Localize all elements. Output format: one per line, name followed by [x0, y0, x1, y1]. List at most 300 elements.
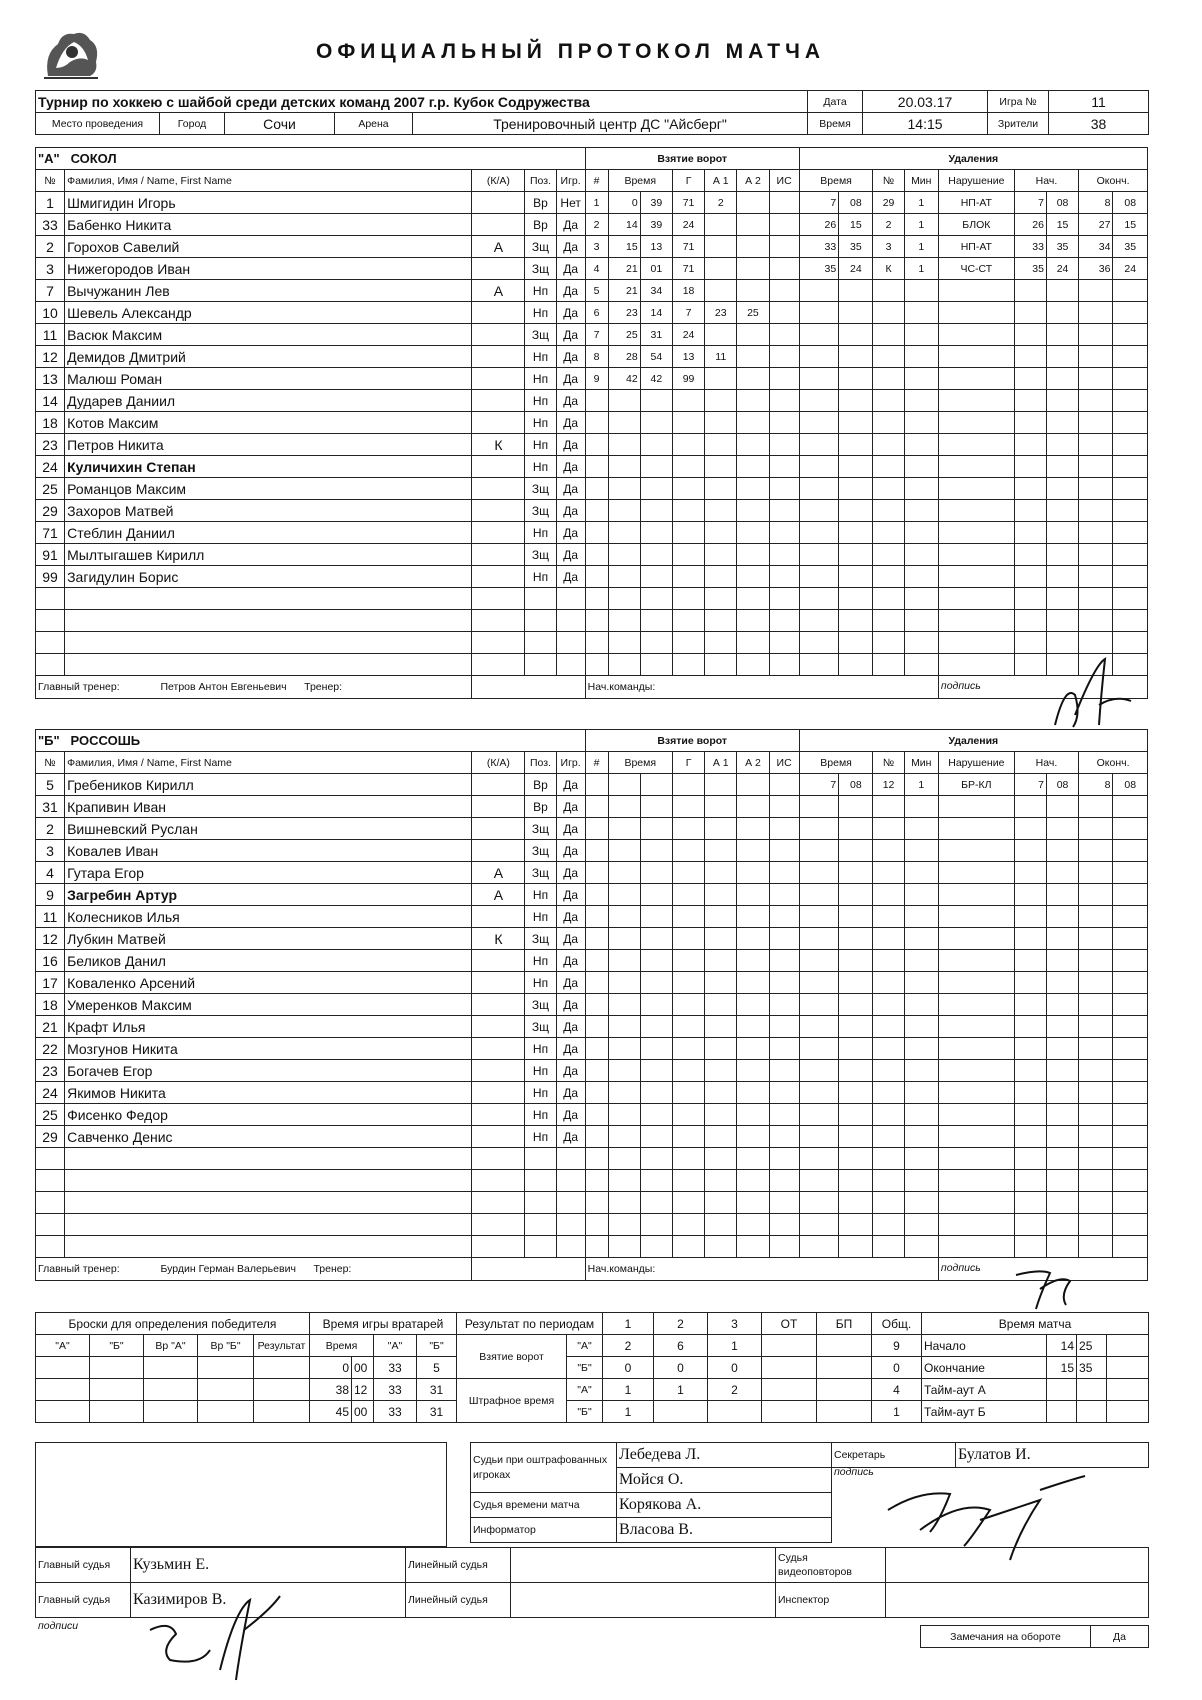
pen-second — [839, 1082, 873, 1104]
player-name: Бабенко Никита — [65, 214, 472, 236]
player-role — [472, 566, 525, 588]
col-goal-idx: # — [585, 752, 608, 774]
pen-start-second — [1046, 1192, 1078, 1214]
player-name: Лубкин Матвей — [65, 928, 472, 950]
goal-second — [640, 1148, 672, 1170]
goal-second — [640, 588, 672, 610]
pen-start-second — [1046, 324, 1078, 346]
player-role — [472, 390, 525, 412]
goal-second — [640, 1126, 672, 1148]
goal-assist-1 — [705, 1148, 737, 1170]
pen-end-second — [1113, 588, 1148, 610]
player-name: Крапивин Иван — [65, 796, 472, 818]
col-played: Игр. — [556, 170, 585, 192]
goal-scorer — [672, 1038, 704, 1060]
periods-title: Результат по периодам — [457, 1313, 603, 1335]
pen-minute — [799, 610, 838, 632]
pen-start-second — [1046, 632, 1078, 654]
goal-assist-2 — [737, 906, 769, 928]
pen-start-minute — [1014, 1192, 1046, 1214]
goal-assist-1 — [705, 478, 737, 500]
pen-end-minute: 27 — [1079, 214, 1113, 236]
player-number: 18 — [36, 412, 65, 434]
player-role — [472, 610, 525, 632]
pen-player — [873, 840, 904, 862]
goal-assist-1 — [705, 368, 737, 390]
goal-minute — [608, 434, 640, 456]
pen-player — [873, 324, 904, 346]
pen-end-minute — [1079, 972, 1113, 994]
goal-situation — [769, 928, 799, 950]
player-number — [36, 1192, 65, 1214]
pen-player — [873, 884, 904, 906]
player-name: Коваленко Арсений — [65, 972, 472, 994]
pen-violation — [938, 994, 1014, 1016]
player-number: 23 — [36, 1060, 65, 1082]
goal-second — [640, 972, 672, 994]
pen-end-second — [1113, 1126, 1148, 1148]
pen-violation — [938, 478, 1014, 500]
player-name: Шмигидин Игорь — [65, 192, 472, 214]
penalty-row-label: Штрафное время — [457, 1379, 567, 1423]
goal-second — [640, 862, 672, 884]
pen-minute — [799, 368, 838, 390]
pen-start-second — [1046, 862, 1078, 884]
goal-minute — [608, 566, 640, 588]
goal-second — [640, 434, 672, 456]
pen-minutes — [904, 302, 938, 324]
pen-end-second — [1113, 1060, 1148, 1082]
player-role — [472, 654, 525, 676]
goal-second: 34 — [640, 280, 672, 302]
player-row — [36, 950, 1148, 972]
goal-minute: 14 — [608, 214, 640, 236]
player-role — [472, 192, 525, 214]
player-position: Нп — [525, 390, 556, 412]
pen-start-second — [1046, 412, 1078, 434]
pen-minutes — [904, 950, 938, 972]
team-signature-label: подпись — [938, 676, 1147, 699]
goal-second: 31 — [640, 324, 672, 346]
goal-scorer: 24 — [672, 214, 704, 236]
goal-second — [640, 818, 672, 840]
player-row — [36, 1082, 1148, 1104]
pen-violation: БЛОК — [938, 214, 1014, 236]
goal-index — [585, 544, 608, 566]
col-pen-start: Нач. — [1014, 752, 1078, 774]
pen-minutes — [904, 884, 938, 906]
goals-row-label: Взятие ворот — [457, 1335, 567, 1379]
goal-assist-1 — [705, 796, 737, 818]
tournament-name: Турнир по хоккею с шайбой среди детских команд 2007 г.р. Кубок Содружества — [36, 91, 808, 113]
player-number: 91 — [36, 544, 65, 566]
goal-index — [585, 1060, 608, 1082]
player-position — [525, 588, 556, 610]
player-played — [556, 1192, 585, 1214]
pen-minute — [799, 434, 838, 456]
pen-violation — [938, 972, 1014, 994]
gk-time-title: Время игры вратарей — [310, 1313, 457, 1335]
pen-minute — [799, 478, 838, 500]
pen-end-second — [1113, 632, 1148, 654]
pen-end-second — [1113, 566, 1148, 588]
goal-index — [585, 1214, 608, 1236]
pen-player — [873, 1148, 904, 1170]
pen-violation — [938, 302, 1014, 324]
pen-end-minute — [1079, 884, 1113, 906]
goal-situation — [769, 1170, 799, 1192]
player-role — [472, 214, 525, 236]
player-role: А — [472, 862, 525, 884]
player-number: 2 — [36, 236, 65, 258]
pen-end-minute — [1079, 412, 1113, 434]
goal-scorer — [672, 1214, 704, 1236]
pen-violation — [938, 1104, 1014, 1126]
goal-situation — [769, 434, 799, 456]
pen-start-second — [1046, 1082, 1078, 1104]
pen-second — [839, 1214, 873, 1236]
pen-second — [839, 412, 873, 434]
player-position — [525, 1170, 556, 1192]
goal-assist-1 — [705, 1214, 737, 1236]
player-position: Вр — [525, 774, 556, 796]
goal-second — [640, 610, 672, 632]
goal-second — [640, 774, 672, 796]
pen-start-second: 24 — [1046, 258, 1078, 280]
goal-assist-1 — [705, 1016, 737, 1038]
goal-assist-2 — [737, 994, 769, 1016]
team-name: РОССОШЬ — [70, 732, 141, 748]
goal-index — [585, 522, 608, 544]
player-played: Да — [556, 928, 585, 950]
player-row — [36, 884, 1148, 906]
pen-end-second — [1113, 302, 1148, 324]
so-gka-head: Вр "А" — [144, 1335, 198, 1357]
pen-start-second — [1046, 566, 1078, 588]
goal-minute — [608, 1236, 640, 1258]
pen-start-minute: 26 — [1014, 214, 1046, 236]
player-position — [525, 1192, 556, 1214]
player-number — [36, 1148, 65, 1170]
player-role — [472, 1236, 525, 1258]
pen-start-minute — [1014, 456, 1046, 478]
pen-second — [839, 588, 873, 610]
player-name: Романцов Максим — [65, 478, 472, 500]
goal-assist-1 — [705, 1038, 737, 1060]
goal-index — [585, 840, 608, 862]
so-result-head: Результат — [254, 1335, 310, 1357]
goal-assist-1 — [705, 1170, 737, 1192]
pen-end-minute — [1079, 862, 1113, 884]
player-position: Нп — [525, 1126, 556, 1148]
pen-minutes — [904, 478, 938, 500]
pen-start-minute — [1014, 928, 1046, 950]
pen-start-minute — [1014, 500, 1046, 522]
penalties-section-title: Удаления — [799, 148, 1147, 170]
goal-index — [585, 390, 608, 412]
pen-end-second — [1113, 456, 1148, 478]
pen-player — [873, 1016, 904, 1038]
pen-end-second — [1113, 478, 1148, 500]
goal-assist-2 — [737, 324, 769, 346]
goal-index: 2 — [585, 214, 608, 236]
pen-end-second — [1113, 610, 1148, 632]
goal-assist-2 — [737, 588, 769, 610]
player-role — [472, 840, 525, 862]
goal-situation — [769, 818, 799, 840]
goals-b-p1: 0 — [603, 1357, 654, 1379]
player-played: Да — [556, 1016, 585, 1038]
goal-second — [640, 654, 672, 676]
pen-second — [839, 544, 873, 566]
pen-second — [839, 280, 873, 302]
player-played: Нет — [556, 192, 585, 214]
player-position: Нп — [525, 412, 556, 434]
goal-index — [585, 862, 608, 884]
pen-end-second: 08 — [1113, 192, 1148, 214]
goal-index — [585, 1170, 608, 1192]
pen-minute — [799, 906, 838, 928]
informer-label: Информатор — [471, 1518, 617, 1543]
pen-minutes — [904, 1126, 938, 1148]
team-label: "Б" — [38, 732, 60, 748]
col-num: № — [36, 170, 65, 192]
pen-minute — [799, 456, 838, 478]
goal-situation — [769, 544, 799, 566]
pen-start-minute — [1014, 796, 1046, 818]
player-row — [36, 302, 1148, 324]
pen-player — [873, 588, 904, 610]
pen-player — [873, 950, 904, 972]
goal-scorer — [672, 654, 704, 676]
player-position: Нп — [525, 368, 556, 390]
gk-row-a: 33 — [374, 1401, 417, 1423]
goal-index: 9 — [585, 368, 608, 390]
player-number: 23 — [36, 434, 65, 456]
pen-player — [873, 346, 904, 368]
player-name: Мылтыгашев Кирилл — [65, 544, 472, 566]
pen-start-second — [1046, 346, 1078, 368]
goal-scorer — [672, 610, 704, 632]
player-position — [525, 632, 556, 654]
pen-minute — [799, 1148, 838, 1170]
player-row — [36, 796, 1148, 818]
goal-situation — [769, 280, 799, 302]
player-role — [472, 796, 525, 818]
goal-minute — [608, 884, 640, 906]
goals-b-p3: 0 — [708, 1357, 762, 1379]
pen-second — [839, 1038, 873, 1060]
goals-a-p3: 1 — [708, 1335, 762, 1357]
remarks-label: Замечания на обороте — [921, 1626, 1091, 1648]
player-name — [65, 1148, 472, 1170]
goal-second: 01 — [640, 258, 672, 280]
goal-scorer — [672, 478, 704, 500]
pen-start-minute — [1014, 434, 1046, 456]
pen-player — [873, 500, 904, 522]
judges-signature — [140, 1590, 300, 1685]
player-name: Якимов Никита — [65, 1082, 472, 1104]
col-assist-2: А 2 — [737, 752, 769, 774]
pen-end-minute — [1079, 390, 1113, 412]
player-number: 25 — [36, 478, 65, 500]
team-chief-label: Нач.команды: — [585, 1258, 938, 1281]
pen-second — [839, 390, 873, 412]
pen-start-minute — [1014, 862, 1046, 884]
pen-violation: БР-КЛ — [938, 774, 1014, 796]
player-role — [472, 522, 525, 544]
goal-scorer — [672, 774, 704, 796]
pen-end-second — [1113, 390, 1148, 412]
goal-assist-1 — [705, 840, 737, 862]
goal-situation — [769, 906, 799, 928]
player-played: Да — [556, 456, 585, 478]
pen-minutes — [904, 610, 938, 632]
player-role — [472, 302, 525, 324]
pen-minute — [799, 412, 838, 434]
pen-violation — [938, 1148, 1014, 1170]
player-played: Да — [556, 950, 585, 972]
player-row — [36, 434, 1148, 456]
pen-violation — [938, 1126, 1014, 1148]
pen-violation — [938, 324, 1014, 346]
pen-second: 08 — [839, 192, 873, 214]
coach-label: Тренер: — [313, 1263, 352, 1275]
pen-end-minute: 8 — [1079, 192, 1113, 214]
goal-index — [585, 632, 608, 654]
pen-start-minute: 7 — [1014, 774, 1046, 796]
pen-minutes — [904, 434, 938, 456]
pen-minute — [799, 818, 838, 840]
goal-scorer: 24 — [672, 324, 704, 346]
player-position: Нп — [525, 1060, 556, 1082]
player-role — [472, 994, 525, 1016]
goal-scorer — [672, 840, 704, 862]
player-played: Да — [556, 324, 585, 346]
goal-scorer — [672, 994, 704, 1016]
player-position: Нп — [525, 522, 556, 544]
secretary-table — [831, 1442, 1149, 1468]
pen-minutes — [904, 1016, 938, 1038]
goal-assist-1 — [705, 522, 737, 544]
goal-situation — [769, 456, 799, 478]
pen-start-minute: 7 — [1014, 192, 1046, 214]
col-pen-start: Нач. — [1014, 170, 1078, 192]
pen-player — [873, 654, 904, 676]
time-judge-label: Судья времени матча — [471, 1493, 617, 1518]
pen-start-minute — [1014, 654, 1046, 676]
pen-player: 3 — [873, 236, 904, 258]
player-played — [556, 654, 585, 676]
player-position: Нп — [525, 434, 556, 456]
federation-logo-icon — [40, 28, 102, 80]
goal-scorer — [672, 522, 704, 544]
pen-minute — [799, 1126, 838, 1148]
pen-b-p1: 1 — [603, 1401, 654, 1423]
pen-end-minute — [1079, 522, 1113, 544]
player-name: Беликов Данил — [65, 950, 472, 972]
pen-start-second: 15 — [1046, 214, 1078, 236]
player-played: Да — [556, 478, 585, 500]
pen-end-second: 35 — [1113, 236, 1148, 258]
pen-start-second — [1046, 610, 1078, 632]
pen-end-minute: 8 — [1079, 774, 1113, 796]
player-played: Да — [556, 1104, 585, 1126]
goal-assist-2 — [737, 1148, 769, 1170]
spectators-label: Зрители — [988, 113, 1049, 135]
so-b-head: "Б" — [90, 1335, 144, 1357]
goal-index — [585, 972, 608, 994]
goal-situation — [769, 884, 799, 906]
goal-assist-1 — [705, 610, 737, 632]
goal-situation — [769, 236, 799, 258]
pen-player — [873, 610, 904, 632]
pen-end-second — [1113, 1104, 1148, 1126]
goal-assist-1 — [705, 818, 737, 840]
goal-minute: 21 — [608, 258, 640, 280]
pen-violation — [938, 1082, 1014, 1104]
goal-scorer — [672, 950, 704, 972]
pen-a-total: 4 — [872, 1379, 922, 1401]
col-played: Игр. — [556, 752, 585, 774]
goal-assist-1 — [705, 1192, 737, 1214]
goal-second — [640, 1060, 672, 1082]
pen-player — [873, 566, 904, 588]
goal-assist-1 — [705, 214, 737, 236]
player-number: 12 — [36, 928, 65, 950]
pen-start-minute — [1014, 972, 1046, 994]
pen-minutes — [904, 862, 938, 884]
goal-assist-2 — [737, 456, 769, 478]
player-name: Вишневский Руслан — [65, 818, 472, 840]
pen-start-second — [1046, 390, 1078, 412]
player-row — [36, 654, 1148, 676]
pen-minute — [799, 1082, 838, 1104]
player-role — [472, 972, 525, 994]
pen-end-second: 08 — [1113, 774, 1148, 796]
city-label: Город — [160, 113, 225, 135]
goal-scorer — [672, 1236, 704, 1258]
player-row — [36, 1236, 1148, 1258]
secretary-name: Булатов И. — [956, 1443, 1149, 1468]
goal-index: 1 — [585, 192, 608, 214]
player-name: Богачев Егор — [65, 1060, 472, 1082]
end-label: Окончание — [922, 1357, 1047, 1379]
player-role — [472, 1170, 525, 1192]
pen-second — [839, 796, 873, 818]
pen-start-second — [1046, 478, 1078, 500]
goal-second — [640, 884, 672, 906]
gk-row-a: 33 — [374, 1357, 417, 1379]
spectators-value: 38 — [1049, 113, 1149, 135]
pen-start-second — [1046, 368, 1078, 390]
player-position: Вр — [525, 192, 556, 214]
pen-a-p2: 1 — [654, 1379, 708, 1401]
goal-scorer — [672, 1192, 704, 1214]
pen-end-second — [1113, 1148, 1148, 1170]
main-judge-label: Главный судья — [36, 1548, 131, 1583]
pen-second — [839, 456, 873, 478]
pen-start-second — [1046, 1060, 1078, 1082]
pen-violation — [938, 346, 1014, 368]
goal-minute: 28 — [608, 346, 640, 368]
player-name — [65, 632, 472, 654]
player-row — [36, 192, 1148, 214]
goals-b-p2: 0 — [654, 1357, 708, 1379]
team-a-signature — [1045, 655, 1135, 735]
end-hour: 15 — [1047, 1357, 1077, 1379]
goal-situation — [769, 1192, 799, 1214]
